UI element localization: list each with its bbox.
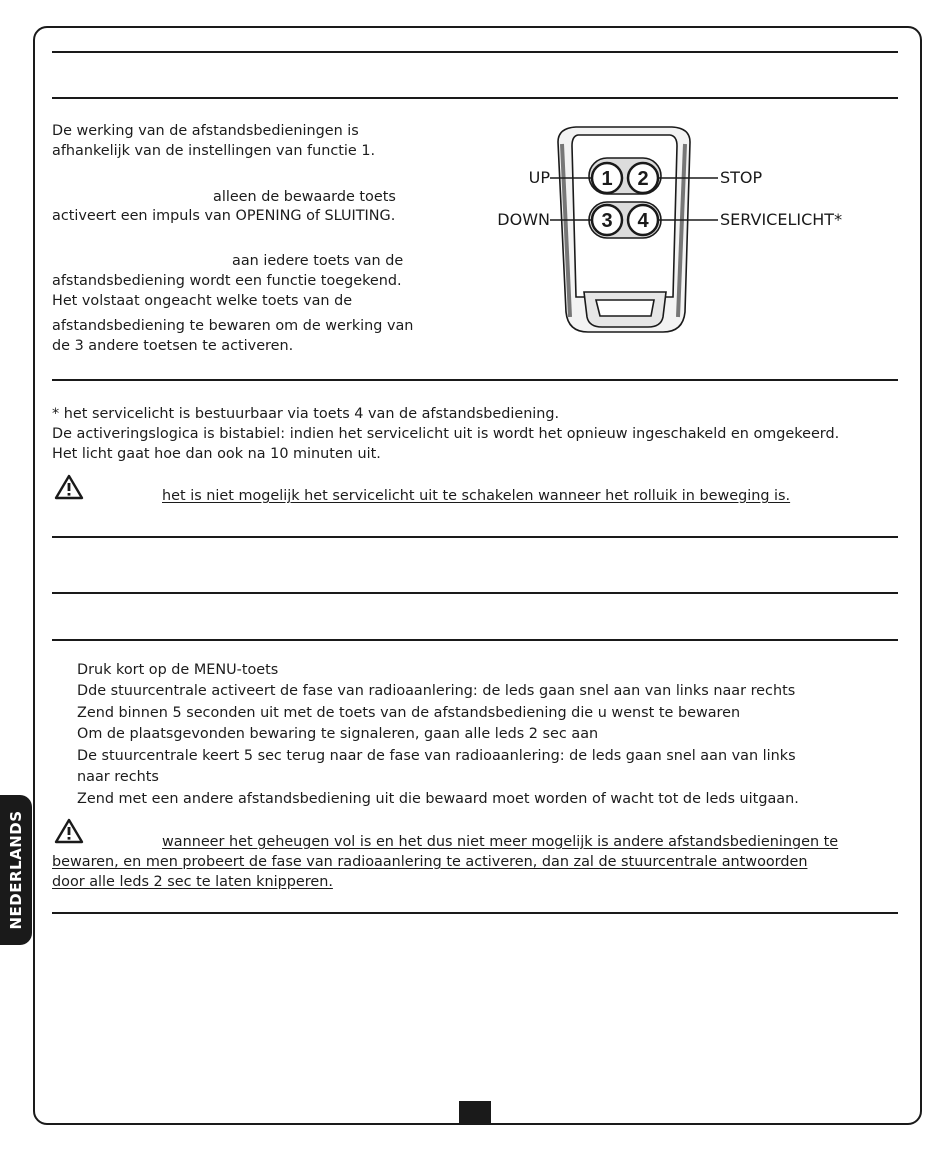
divider-section-3 xyxy=(52,536,898,538)
mode-b-line: aan iedere toets van de xyxy=(232,253,404,269)
warning-icon xyxy=(54,818,84,844)
memory-full-warning: door alle leds 2 sec te laten knipperen. xyxy=(52,874,333,890)
remote-button-2-label: 2 xyxy=(637,168,649,190)
memory-full-warning: bewaren, en men probeert de fase van radioaanlering te activeren, dan zal de stuurcentrale antwoorden xyxy=(52,854,808,870)
procedure-step: Druk kort op de MENU-toets xyxy=(77,662,279,678)
procedure-step: naar rechts xyxy=(77,769,159,785)
procedure-step: Zend binnen 5 seconden uit met de toets van de afstandsbediening die u wenst te bewaren xyxy=(77,705,741,721)
divider-section-1 xyxy=(52,97,898,99)
language-tab xyxy=(0,795,32,945)
procedure-step: Om de plaatsgevonden bewaring te signaleren, gaan alle leds 2 sec aan xyxy=(77,726,599,742)
mode-a-line: activeert een impuls van OPENING of SLUITING. xyxy=(52,208,396,224)
remote-button-4-label: 4 xyxy=(637,210,649,232)
procedure-step: Dde stuurcentrale activeert de fase van radioaanlering: de leds gaan snel aan van links naar rechts xyxy=(77,683,796,699)
divider-section-4 xyxy=(52,592,898,594)
divider-top xyxy=(52,51,898,53)
service-light-line: * het servicelicht is bestuurbaar via toets 4 van de afstandsbediening. xyxy=(52,406,560,422)
divider-section-6 xyxy=(52,912,898,914)
label-servicelicht: SERVICELICHT* xyxy=(720,210,843,229)
divider-section-5 xyxy=(52,639,898,641)
language-tab-label: NEDERLANDS xyxy=(7,810,25,930)
remote-control-illustration xyxy=(480,122,860,342)
warning-icon xyxy=(54,474,84,500)
mode-b-line: de 3 andere toetsen te activeren. xyxy=(52,338,294,354)
remote-button-3-label: 3 xyxy=(601,210,613,232)
procedure-step: De stuurcentrale keert 5 sec terug naar de fase van radioaanlering: de leds gaan snel aan van links xyxy=(77,748,796,764)
mode-b-line: Het volstaat ongeacht welke toets van de xyxy=(52,293,353,309)
intro-line: afhankelijk van de instellingen van functie 1. xyxy=(52,143,376,159)
page-number-box xyxy=(459,1101,491,1125)
memory-full-warning: wanneer het geheugen vol is en het dus niet meer mogelijk is andere afstandsbedieningen te xyxy=(162,834,839,850)
service-light-warning: het is niet mogelijk het servicelicht uit te schakelen wanneer het rolluik in beweging is. xyxy=(162,488,791,504)
label-stop: STOP xyxy=(720,168,763,187)
mode-b-line: afstandsbediening wordt een functie toegekend. xyxy=(52,273,402,289)
mode-b-line: afstandsbediening te bewaren om de werking van xyxy=(52,318,414,334)
label-down: DOWN xyxy=(497,210,550,229)
intro-line: De werking van de afstandsbedieningen is xyxy=(52,123,359,139)
mode-a-line: alleen de bewaarde toets xyxy=(213,189,396,205)
divider-section-2 xyxy=(52,379,898,381)
remote-button-1-label: 1 xyxy=(601,168,613,190)
service-light-line: De activeringslogica is bistabiel: indien het servicelicht uit is wordt het opnieuw ingeschakeld en omgekeerd. xyxy=(52,426,840,442)
service-light-line: Het licht gaat hoe dan ook na 10 minuten uit. xyxy=(52,446,381,462)
procedure-step: Zend met een andere afstandsbediening uit die bewaard moet worden of wacht tot de leds uitgaan. xyxy=(77,791,799,807)
label-up: UP xyxy=(528,168,550,187)
